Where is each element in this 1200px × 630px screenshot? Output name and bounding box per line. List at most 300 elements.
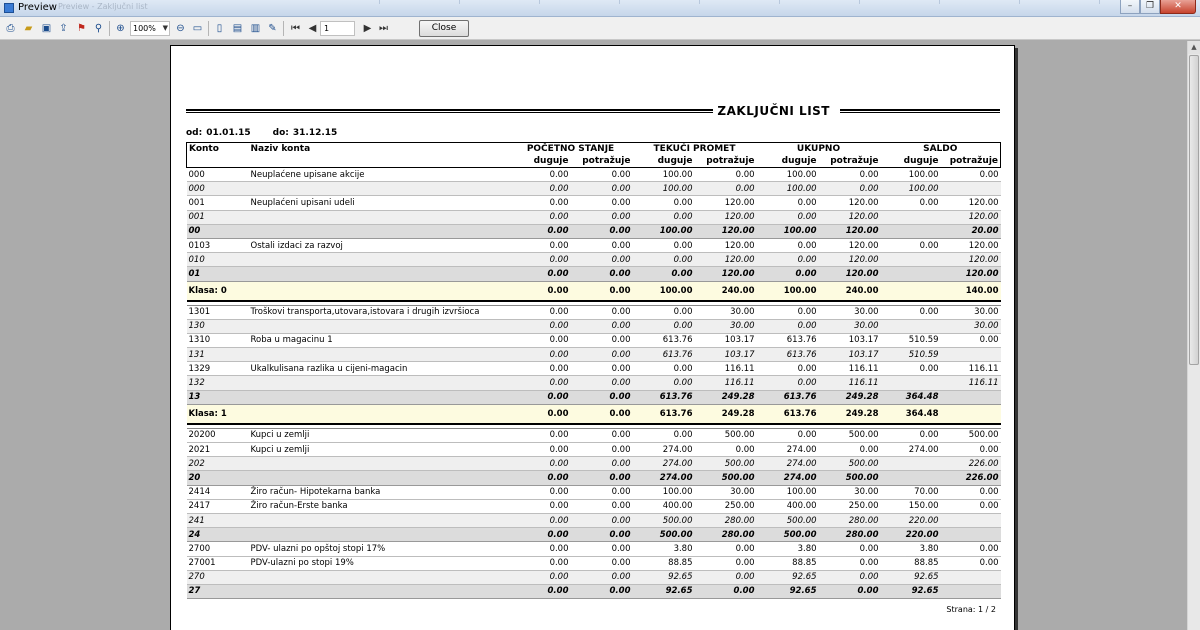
cell-value: 613.76 — [757, 333, 819, 347]
cell-value: 0.00 — [571, 182, 633, 196]
cell-value: 274.00 — [757, 471, 819, 485]
cell-value: 0.00 — [695, 542, 757, 556]
cell-value: 120.00 — [941, 238, 1001, 252]
cell-value: 150.00 — [881, 499, 941, 513]
cell-value: 70.00 — [881, 485, 941, 499]
cell-value: 0.00 — [571, 471, 633, 485]
table-row — [187, 333, 1001, 347]
cell-value — [881, 376, 941, 390]
page-number-input[interactable]: 1 — [320, 21, 355, 36]
cell-naziv: Žiro račun- Hipotekarna banka — [249, 485, 509, 499]
cell-value — [941, 513, 1001, 527]
cell-value: 280.00 — [819, 528, 881, 542]
cell-konto: 20 — [187, 471, 249, 485]
cell-konto: Klasa: 1 — [187, 404, 249, 424]
cell-naziv — [249, 584, 509, 598]
cell-konto: 000 — [187, 182, 249, 196]
cell-value: 364.48 — [881, 390, 941, 404]
header-konto: Konto — [187, 143, 249, 156]
cell-value: 249.28 — [819, 404, 881, 424]
cell-value: 500.00 — [819, 457, 881, 471]
cell-naziv — [249, 319, 509, 333]
cell-value: 120.00 — [695, 196, 757, 210]
header-duguje: duguje — [633, 155, 695, 168]
cell-konto: 132 — [187, 376, 249, 390]
cell-naziv — [249, 210, 509, 224]
cell-value: 613.76 — [757, 390, 819, 404]
cell-value: 0.00 — [509, 348, 571, 362]
cell-naziv: Neuplaćene upisane akcije — [249, 168, 509, 182]
cell-value: 0.00 — [509, 238, 571, 252]
report-content — [186, 104, 1000, 599]
cell-value: 20.00 — [941, 224, 1001, 238]
cell-value: 0.00 — [571, 362, 633, 376]
cell-value: 3.80 — [757, 542, 819, 556]
cell-value: 0.00 — [571, 267, 633, 281]
cell-value: 0.00 — [509, 457, 571, 471]
cell-value: 0.00 — [509, 390, 571, 404]
book-view-icon[interactable]: ▥ — [250, 23, 261, 34]
multi-page-icon[interactable]: ▤ — [232, 23, 243, 34]
cell-value: 274.00 — [881, 443, 941, 457]
cell-value: 0.00 — [757, 428, 819, 442]
cell-value: 0.00 — [571, 570, 633, 584]
cell-value: 120.00 — [819, 267, 881, 281]
cell-konto: 2021 — [187, 443, 249, 457]
subtotal-row — [187, 210, 1001, 224]
cell-value: 30.00 — [695, 319, 757, 333]
header-tekuci-promet: TEKUĆI PROMET — [633, 143, 757, 156]
cell-value: 0.00 — [509, 210, 571, 224]
header-potrazuje: potražuje — [571, 155, 633, 168]
cell-value: 0.00 — [509, 404, 571, 424]
cell-value: 0.00 — [509, 168, 571, 182]
cell-value: 0.00 — [941, 485, 1001, 499]
cell-value: 249.28 — [695, 390, 757, 404]
cell-value: 0.00 — [633, 196, 695, 210]
cell-value: 0.00 — [941, 556, 1001, 570]
cell-value: 120.00 — [941, 253, 1001, 267]
vertical-scrollbar[interactable] — [1187, 41, 1200, 630]
header-pocetno-stanje: POČETNO STANJE — [509, 143, 633, 156]
previous-page-icon[interactable]: ◀ — [308, 23, 317, 34]
cell-value: 0.00 — [571, 224, 633, 238]
cell-value: 510.59 — [881, 333, 941, 347]
cell-value: 0.00 — [571, 556, 633, 570]
cell-value: 0.00 — [695, 168, 757, 182]
cell-value: 120.00 — [695, 238, 757, 252]
minimize-button[interactable]: – — [1120, 0, 1140, 14]
cell-value: 140.00 — [941, 281, 1001, 301]
table-row — [187, 556, 1001, 570]
cell-konto: 130 — [187, 319, 249, 333]
cell-value: 250.00 — [695, 499, 757, 513]
cell-value: 0.00 — [819, 168, 881, 182]
cell-value: 0.00 — [881, 196, 941, 210]
cell-value: 30.00 — [819, 305, 881, 319]
cell-value: 0.00 — [819, 570, 881, 584]
cell-value: 100.00 — [757, 168, 819, 182]
cell-value — [941, 182, 1001, 196]
class-total-row — [187, 404, 1001, 424]
window-ghost-title: Preview - Zaključni list — [58, 2, 148, 11]
cell-value: 0.00 — [633, 238, 695, 252]
cell-naziv — [249, 267, 509, 281]
table-row — [187, 238, 1001, 252]
cell-value: 0.00 — [509, 471, 571, 485]
maximize-button[interactable]: ❐ — [1140, 0, 1160, 14]
cell-value: 120.00 — [819, 224, 881, 238]
table-row — [187, 542, 1001, 556]
cell-value: 88.85 — [757, 556, 819, 570]
cell-value: 0.00 — [571, 457, 633, 471]
cell-value — [881, 457, 941, 471]
cell-value: 400.00 — [633, 499, 695, 513]
cell-value: 3.80 — [633, 542, 695, 556]
header-row-groups — [187, 143, 1001, 156]
chevron-down-icon: ▼ — [162, 24, 168, 32]
header-potrazuje: potražuje — [941, 155, 1001, 168]
cell-naziv — [249, 513, 509, 527]
cell-konto: 241 — [187, 513, 249, 527]
cell-value: 0.00 — [509, 542, 571, 556]
cell-naziv: Kupci u zemlji — [249, 428, 509, 442]
pdf-icon[interactable]: ⚑ — [77, 23, 86, 34]
cell-naziv: Ostali izdaci za razvoj — [249, 238, 509, 252]
cell-value — [881, 471, 941, 485]
subtotal-row — [187, 513, 1001, 527]
cell-value: 92.65 — [633, 584, 695, 598]
cell-naziv — [249, 281, 509, 301]
cell-value: 0.00 — [633, 376, 695, 390]
first-page-icon[interactable]: ⏮ — [291, 23, 300, 34]
print-icon[interactable]: ⎙ — [6, 23, 15, 34]
cell-value: 30.00 — [695, 485, 757, 499]
cell-value: 100.00 — [633, 281, 695, 301]
cell-naziv — [249, 348, 509, 362]
group-total-row — [187, 584, 1001, 598]
open-folder-icon[interactable]: ▰ — [24, 23, 33, 34]
cell-naziv — [249, 457, 509, 471]
cell-value: 88.85 — [633, 556, 695, 570]
cell-value — [881, 224, 941, 238]
header-duguje: duguje — [757, 155, 819, 168]
edit-icon[interactable]: ✎ — [268, 23, 277, 34]
cell-value: 0.00 — [571, 333, 633, 347]
window-controls — [1120, 0, 1196, 14]
to-date: 31.12.15 — [292, 128, 338, 138]
export-icon[interactable]: ⇪ — [59, 23, 68, 34]
cell-value: 0.00 — [633, 210, 695, 224]
cell-value: 500.00 — [695, 471, 757, 485]
cell-value: 0.00 — [633, 305, 695, 319]
cell-value: 0.00 — [571, 404, 633, 424]
table-row — [187, 196, 1001, 210]
cell-value: 0.00 — [695, 570, 757, 584]
cell-value: 613.76 — [633, 404, 695, 424]
cell-value: 280.00 — [819, 513, 881, 527]
cell-value — [941, 528, 1001, 542]
group-total-row — [187, 267, 1001, 281]
cell-value: 0.00 — [509, 333, 571, 347]
cell-value: 0.00 — [757, 362, 819, 376]
group-total-row — [187, 471, 1001, 485]
cell-value: 103.17 — [695, 348, 757, 362]
zoom-value: 100% — [133, 24, 156, 33]
cell-konto: 0103 — [187, 238, 249, 252]
cell-value: 0.00 — [757, 319, 819, 333]
cell-value: 0.00 — [509, 443, 571, 457]
cell-value: 0.00 — [633, 428, 695, 442]
cell-value: 0.00 — [509, 253, 571, 267]
app-icon — [4, 3, 14, 13]
subtotal-row — [187, 457, 1001, 471]
cell-value — [941, 570, 1001, 584]
cell-value: 100.00 — [633, 182, 695, 196]
cell-naziv — [249, 376, 509, 390]
cell-value: 100.00 — [881, 182, 941, 196]
cell-naziv — [249, 471, 509, 485]
cell-value: 92.65 — [881, 570, 941, 584]
header-naziv: Naziv konta — [249, 143, 509, 156]
last-page-icon[interactable]: ⏭ — [379, 23, 388, 34]
cell-value: 500.00 — [695, 457, 757, 471]
cell-value: 220.00 — [881, 513, 941, 527]
table-row — [187, 362, 1001, 376]
cell-value: 0.00 — [633, 362, 695, 376]
cell-value: 274.00 — [633, 457, 695, 471]
cell-value — [881, 281, 941, 301]
cell-konto: 2417 — [187, 499, 249, 513]
toolbar-separator — [109, 21, 110, 36]
cell-value — [881, 253, 941, 267]
subtotal-row — [187, 348, 1001, 362]
cell-value: 220.00 — [881, 528, 941, 542]
cell-value: 0.00 — [571, 238, 633, 252]
cell-value: 0.00 — [941, 443, 1001, 457]
cell-value: 0.00 — [571, 390, 633, 404]
cell-value — [941, 348, 1001, 362]
cell-value: 120.00 — [819, 210, 881, 224]
scroll-thumb[interactable] — [1189, 55, 1199, 365]
cell-value: 226.00 — [941, 457, 1001, 471]
cell-value: 0.00 — [757, 210, 819, 224]
cell-value: 0.00 — [571, 513, 633, 527]
cell-value: 280.00 — [695, 513, 757, 527]
window-close-button[interactable]: ✕ — [1160, 0, 1196, 14]
toolbar-separator — [208, 21, 209, 36]
cell-konto: 13 — [187, 390, 249, 404]
header-saldo: SALDO — [881, 143, 1001, 156]
cell-value: 0.00 — [695, 556, 757, 570]
page-footer: Strana: 1 / 2 — [946, 605, 996, 614]
cell-value: 280.00 — [695, 528, 757, 542]
report-period — [186, 128, 1000, 142]
cell-konto: 00 — [187, 224, 249, 238]
header-duguje: duguje — [881, 155, 941, 168]
cell-konto: 001 — [187, 210, 249, 224]
cell-value: 0.00 — [509, 362, 571, 376]
cell-value: 274.00 — [633, 471, 695, 485]
single-page-icon[interactable]: ▯ — [216, 23, 223, 34]
cell-value: 274.00 — [757, 443, 819, 457]
subtotal-row — [187, 570, 1001, 584]
cell-value: 0.00 — [571, 253, 633, 267]
cell-value: 0.00 — [509, 319, 571, 333]
cell-value: 0.00 — [571, 305, 633, 319]
cell-value: 0.00 — [509, 528, 571, 542]
cell-value: 240.00 — [819, 281, 881, 301]
cell-value: 0.00 — [757, 267, 819, 281]
zoom-in-icon[interactable]: ⊕ — [116, 23, 125, 34]
from-label: od: — [186, 128, 203, 138]
cell-value: 0.00 — [941, 542, 1001, 556]
cell-konto: 2414 — [187, 485, 249, 499]
table-row — [187, 443, 1001, 457]
background-tabs — [300, 0, 1100, 4]
cell-value: 30.00 — [941, 319, 1001, 333]
cell-konto: 131 — [187, 348, 249, 362]
cell-value: 30.00 — [941, 305, 1001, 319]
cell-value: 100.00 — [757, 485, 819, 499]
cell-value: 0.00 — [509, 499, 571, 513]
cell-value: 500.00 — [819, 428, 881, 442]
cell-value: 0.00 — [941, 499, 1001, 513]
find-icon[interactable]: ⚲ — [94, 23, 103, 34]
cell-value — [881, 267, 941, 281]
next-page-icon[interactable]: ▶ — [363, 23, 372, 34]
cell-value: 0.00 — [757, 376, 819, 390]
cell-value: 274.00 — [633, 443, 695, 457]
cell-value: 0.00 — [571, 528, 633, 542]
cell-value: 0.00 — [509, 182, 571, 196]
cell-value: 0.00 — [881, 305, 941, 319]
zoom-out-icon[interactable]: ⊖ — [176, 23, 185, 34]
cell-value: 240.00 — [695, 281, 757, 301]
cell-naziv — [249, 528, 509, 542]
cell-value: 500.00 — [819, 471, 881, 485]
cell-konto: 24 — [187, 528, 249, 542]
cell-value: 0.00 — [571, 196, 633, 210]
group-total-row — [187, 528, 1001, 542]
zoom-select[interactable] — [130, 21, 170, 36]
report-table — [186, 142, 1001, 599]
cell-konto: 001 — [187, 196, 249, 210]
cell-value: 30.00 — [819, 319, 881, 333]
cell-value: 116.11 — [941, 376, 1001, 390]
cell-konto: 01 — [187, 267, 249, 281]
cell-value: 120.00 — [695, 224, 757, 238]
cell-value: 103.17 — [819, 333, 881, 347]
cell-value: 500.00 — [633, 528, 695, 542]
cell-value: 0.00 — [757, 196, 819, 210]
cell-konto: 1329 — [187, 362, 249, 376]
table-row — [187, 499, 1001, 513]
close-button[interactable]: Close — [419, 20, 469, 37]
preview-toolbar — [0, 17, 1200, 40]
subtotal-row — [187, 376, 1001, 390]
cell-naziv: Roba u magacinu 1 — [249, 333, 509, 347]
cell-value: 0.00 — [571, 319, 633, 333]
cell-value: 0.00 — [509, 485, 571, 499]
cell-naziv — [249, 253, 509, 267]
cell-value: 100.00 — [633, 224, 695, 238]
cell-value: 0.00 — [571, 443, 633, 457]
group-total-row — [187, 390, 1001, 404]
cell-value: 0.00 — [571, 168, 633, 182]
cell-value: 92.65 — [757, 584, 819, 598]
cell-value: 0.00 — [509, 584, 571, 598]
cell-value: 120.00 — [941, 267, 1001, 281]
cell-value: 0.00 — [509, 376, 571, 390]
cell-value: 0.00 — [633, 319, 695, 333]
class-total-row — [187, 281, 1001, 301]
table-row — [187, 305, 1001, 319]
cell-value: 364.48 — [881, 404, 941, 424]
cell-value: 0.00 — [633, 267, 695, 281]
cell-value: 0.00 — [819, 542, 881, 556]
page-width-icon[interactable]: ▭ — [192, 23, 203, 34]
subtotal-row — [187, 253, 1001, 267]
cell-value: 0.00 — [509, 305, 571, 319]
cell-naziv — [249, 404, 509, 424]
cell-naziv: Troškovi transporta,utovara,istovara i drugih izvršioca — [249, 305, 509, 319]
cell-value: 0.00 — [819, 556, 881, 570]
cell-value: 613.76 — [633, 348, 695, 362]
title-rule-right — [840, 109, 1000, 113]
cell-value: 116.11 — [695, 376, 757, 390]
cell-value: 120.00 — [819, 238, 881, 252]
cell-value: 0.00 — [819, 182, 881, 196]
cell-value: 0.00 — [941, 333, 1001, 347]
cell-value: 400.00 — [757, 499, 819, 513]
cell-value: 88.85 — [881, 556, 941, 570]
report-title-row — [186, 104, 1000, 119]
cell-naziv: Žiro račun-Erste banka — [249, 499, 509, 513]
cell-naziv — [249, 390, 509, 404]
cell-value: 103.17 — [819, 348, 881, 362]
subtotal-row — [187, 319, 1001, 333]
cell-konto: 1301 — [187, 305, 249, 319]
cell-value — [941, 404, 1001, 424]
table-row — [187, 428, 1001, 442]
report-body — [187, 168, 1001, 599]
scroll-up-icon[interactable]: ▲ — [1188, 41, 1200, 54]
cell-konto: 010 — [187, 253, 249, 267]
cell-value: 92.65 — [633, 570, 695, 584]
subtotal-row — [187, 182, 1001, 196]
cell-value: 249.28 — [819, 390, 881, 404]
toolbar-separator — [283, 21, 284, 36]
cell-value: 0.00 — [571, 542, 633, 556]
cell-value: 0.00 — [941, 168, 1001, 182]
save-icon[interactable]: ▣ — [41, 23, 52, 34]
cell-value: 500.00 — [757, 513, 819, 527]
cell-value: 116.11 — [819, 362, 881, 376]
to-label: do: — [272, 128, 289, 138]
report-page — [170, 45, 1015, 630]
cell-naziv: Ukalkulisana razlika u cijeni-magacin — [249, 362, 509, 376]
cell-value: 274.00 — [757, 457, 819, 471]
cell-value: 120.00 — [941, 210, 1001, 224]
header-ukupno: UKUPNO — [757, 143, 881, 156]
cell-value: 0.00 — [571, 428, 633, 442]
cell-value: 30.00 — [819, 485, 881, 499]
cell-konto: 2700 — [187, 542, 249, 556]
header-row-sub — [187, 155, 1001, 168]
header-potrazuje: potražuje — [695, 155, 757, 168]
cell-value — [941, 390, 1001, 404]
